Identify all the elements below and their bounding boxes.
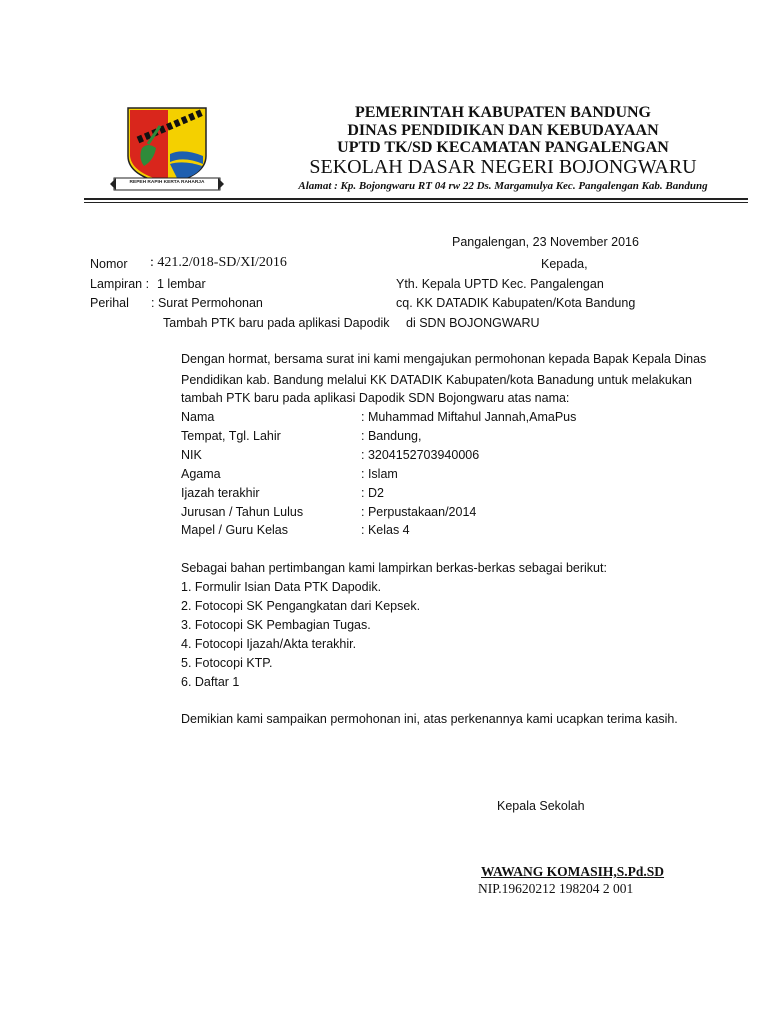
recipient-line-2: cq. KK DATADIK Kabupaten/Kota Bandung bbox=[396, 296, 636, 310]
perihal-value-2: Tambah PTK baru pada aplikasi Dapodik bbox=[163, 316, 390, 330]
school-name: SEKOLAH DASAR NEGERI BOJONGWARU bbox=[309, 156, 697, 178]
attachment-item: 2. Fotocopi SK Pengangkatan dari Kepsek. bbox=[181, 599, 421, 613]
field-label-ttl: Tempat, Tgl. Lahir bbox=[181, 429, 281, 443]
field-label-nik: NIK bbox=[181, 448, 202, 462]
field-label-jurusan: Jurusan / Tahun Lulus bbox=[181, 505, 304, 519]
field-label-nama: Nama bbox=[181, 410, 215, 424]
field-value-jurusan: : Perpustakaan/2014 bbox=[361, 505, 477, 519]
header-line-1: PEMERINTAH KABUPATEN BANDUNG bbox=[354, 104, 651, 121]
field-value-agama: : Islam bbox=[361, 467, 398, 481]
field-label-agama: Agama bbox=[181, 467, 221, 481]
nomor-value: : 421.2/018-SD/XI/2016 bbox=[150, 255, 287, 270]
attachments-intro: Sebagai bahan pertimbangan kami lampirkan berkas-berkas sebagai berikut: bbox=[181, 561, 607, 575]
signature-name: WAWANG KOMASIH,S.Pd.SD bbox=[481, 864, 665, 879]
intro-line-2: Pendidikan kab. Bandung melalui KK DATADIK Kabupaten/kota Banadung untuk melakukan bbox=[181, 373, 692, 387]
school-address: Alamat : Kp. Bojongwaru RT 04 rw 22 Ds. Margamulya Kec. Pangalengan Kab. Bandung bbox=[298, 180, 708, 192]
header-divider-thick bbox=[84, 198, 748, 200]
logo-motto: REPEH RAPIH KERTA RAHARJA bbox=[129, 180, 205, 185]
attachment-item: 6. Daftar 1 bbox=[181, 675, 240, 689]
attachment-item: 4. Fotocopi Ijazah/Akta terakhir. bbox=[181, 637, 357, 651]
header-divider-thin bbox=[84, 202, 748, 203]
signature-title: Kepala Sekolah bbox=[497, 799, 585, 813]
header-line-2: DINAS PENDIDIKAN DAN KEBUDAYAAN bbox=[347, 122, 659, 139]
intro-line-1: Dengan hormat, bersama surat ini kami mengajukan permohonan kepada Bapak Kepala Dinas bbox=[181, 352, 707, 366]
field-label-ijazah: Ijazah terakhir bbox=[181, 486, 260, 500]
field-value-nik: : 3204152703940006 bbox=[361, 448, 480, 462]
place-date: Pangalengan, 23 November 2016 bbox=[452, 235, 639, 249]
nomor-label: Nomor bbox=[90, 257, 128, 271]
kepada-label: Kepada, bbox=[541, 257, 588, 271]
intro-line-3: tambah PTK baru pada aplikasi Dapodik SDN Bojongwaru atas nama: bbox=[181, 391, 570, 405]
header-line-3: UPTD TK/SD KECAMATAN PANGALENGAN bbox=[337, 139, 669, 156]
perihal-value-1: : Surat Permohonan bbox=[151, 296, 263, 310]
field-value-mapel: : Kelas 4 bbox=[361, 523, 410, 537]
field-value-ijazah: : D2 bbox=[361, 486, 384, 500]
lampiran-value: 1 lembar bbox=[157, 277, 206, 291]
closing-text: Demikian kami sampaikan permohonan ini, atas perkenannya kami ucapkan terima kasih. bbox=[181, 712, 678, 726]
field-label-mapel: Mapel / Guru Kelas bbox=[181, 523, 288, 537]
recipient-line-1: Yth. Kepala UPTD Kec. Pangalengan bbox=[396, 277, 604, 291]
attachment-item: 1. Formulir Isian Data PTK Dapodik. bbox=[181, 580, 382, 594]
field-value-nama: : Muhammad Miftahul Jannah,AmaPus bbox=[361, 410, 577, 424]
recipient-line-3: di SDN BOJONGWARU bbox=[406, 316, 540, 330]
field-value-ttl: : Bandung, bbox=[361, 429, 422, 443]
regency-logo bbox=[108, 104, 226, 196]
attachment-item: 3. Fotocopi SK Pembagian Tugas. bbox=[181, 618, 371, 632]
attachment-item: 5. Fotocopi KTP. bbox=[181, 656, 273, 670]
signature-nip: NIP.19620212 198204 2 001 bbox=[478, 881, 634, 896]
perihal-label: Perihal bbox=[90, 296, 129, 310]
lampiran-label: Lampiran : bbox=[90, 277, 150, 291]
